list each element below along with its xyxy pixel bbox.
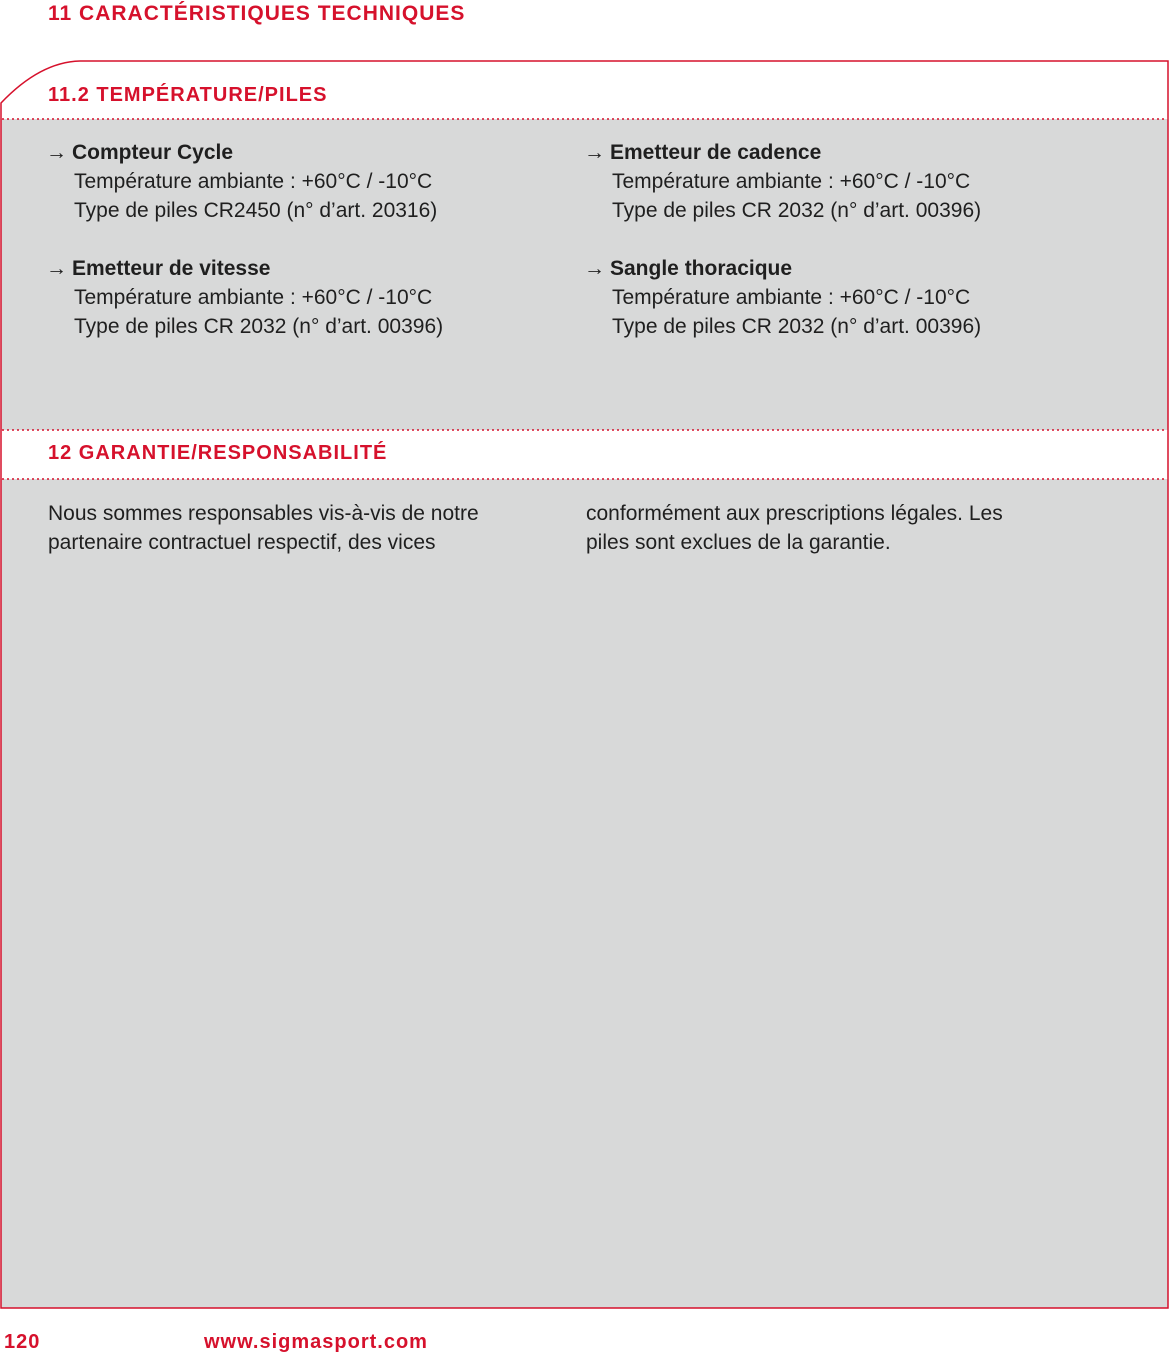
spec-item-temperature: Température ambiante : +60°C / -10°C: [612, 286, 971, 309]
spec-item-temperature: Température ambiante : +60°C / -10°C: [74, 286, 433, 309]
spec-item-battery: Type de piles CR 2032 (n° d’art. 00396): [612, 315, 982, 338]
paragraph-line: Nous sommes responsables vis-à-vis de notre: [48, 502, 479, 525]
arrow-right-icon: →: [584, 257, 605, 280]
spec-item-battery: Type de piles CR 2032 (n° d’art. 00396): [612, 199, 982, 222]
spec-item-sangle-thoracique: [586, 254, 1106, 341]
spec-item-compteur-cycle: [48, 138, 548, 225]
paragraph-line: partenaire contractuel respectif, des vices: [48, 531, 436, 554]
paragraph-line: piles sont exclues de la garantie.: [586, 531, 891, 554]
spec-item-temperature: Température ambiante : +60°C / -10°C: [74, 170, 433, 193]
spec-item-battery: Type de piles CR2450 (n° d’art. 20316): [74, 199, 438, 222]
spec-item-title: Compteur Cycle: [72, 141, 234, 164]
spec-item-emetteur-cadence: [586, 138, 1106, 225]
chapter-title: 11 CARACTÉRISTIQUES TECHNIQUES: [48, 2, 466, 25]
spec-column-left: [48, 138, 548, 370]
arrow-right-icon: →: [46, 257, 67, 280]
spec-item-title: Emetteur de vitesse: [72, 257, 271, 280]
spec-item-temperature: Température ambiante : +60°C / -10°C: [612, 170, 971, 193]
warranty-paragraph-left: [48, 499, 568, 557]
spec-item-emetteur-vitesse: [48, 254, 548, 341]
paragraph-line: conformément aux prescriptions légales. Les: [586, 502, 1003, 525]
section-title-garantie: 12 GARANTIE/RESPONSABILITÉ: [48, 442, 388, 464]
page-number: 120: [4, 1331, 41, 1353]
arrow-right-icon: →: [46, 141, 67, 164]
spec-item-title: Sangle thoracique: [610, 257, 793, 280]
website-link[interactable]: www.sigmasport.com: [204, 1331, 428, 1353]
spec-item-title: Emetteur de cadence: [610, 141, 822, 164]
warranty-paragraph-right: [586, 499, 1106, 557]
spec-column-right: [586, 138, 1106, 370]
arrow-right-icon: →: [584, 141, 605, 164]
spec-item-battery: Type de piles CR 2032 (n° d’art. 00396): [74, 315, 444, 338]
section-title-temperature-piles: 11.2 TEMPÉRATURE/PILES: [48, 84, 328, 106]
